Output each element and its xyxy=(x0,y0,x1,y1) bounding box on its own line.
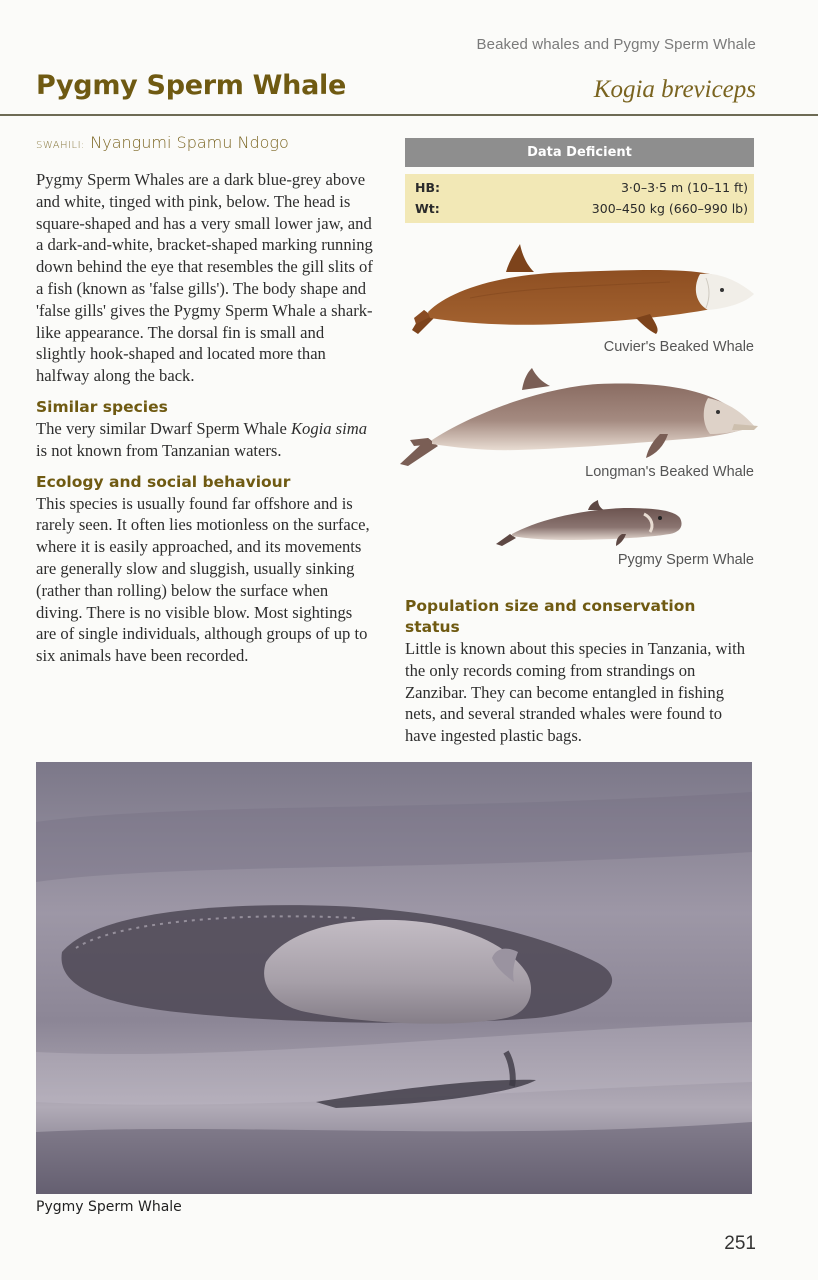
similar-species-text xyxy=(36,418,376,462)
pygmy-caption: Pygmy Sperm Whale xyxy=(617,552,754,568)
scientific-name: Kogia breviceps xyxy=(593,76,756,103)
conservation-status-bar: Data Deficient xyxy=(405,138,754,167)
similar-species-heading: Similar species xyxy=(36,397,168,416)
measurement-value: 3·0–3·5 m (10–11 ft) xyxy=(620,180,748,195)
pygmy-sperm-whale-illustration xyxy=(494,496,686,548)
right-column xyxy=(405,596,755,747)
measurement-label: Wt: xyxy=(415,201,440,216)
measurement-row xyxy=(415,198,748,219)
left-column xyxy=(36,133,376,667)
swahili-label: SWAHILI: xyxy=(36,140,85,151)
page-number: 251 xyxy=(724,1233,756,1254)
cuviers-beaked-whale-illustration xyxy=(410,238,760,348)
longmans-beaked-whale-illustration xyxy=(398,366,760,470)
measurement-label: HB: xyxy=(415,180,440,195)
whale-photo-image xyxy=(36,762,752,1194)
running-head: Beaked whales and Pygmy Sperm Whale xyxy=(476,36,756,53)
similar-species-text-a: The very similar Dwarf Sperm Whale xyxy=(36,418,291,438)
photo-caption: Pygmy Sperm Whale xyxy=(36,1199,182,1215)
ecology-heading: Ecology and social behaviour xyxy=(36,472,291,491)
swahili-name xyxy=(36,133,376,153)
cuvier-caption: Cuvier's Beaked Whale xyxy=(603,339,754,355)
population-heading: Population size and conservation status xyxy=(405,597,696,636)
ecology-text: This species is usually found far offshore and is rarely seen. It often lies motionless on the surface, where it is easily approached, and its movements are generally slow and sluggish, usually sinking (rather than rolling) below the surface when diving. There is no visible blow. Most sightings are of single individuals, although groups of up to six animals have been recorded. xyxy=(36,493,370,666)
longman-caption: Longman's Beaked Whale xyxy=(585,464,754,480)
header-rule xyxy=(0,114,818,116)
swahili-value: Nyangumi Spamu Ndogo xyxy=(90,133,289,152)
measurement-row xyxy=(415,177,748,198)
measurement-value: 300–450 kg (660–990 lb) xyxy=(591,201,748,216)
similar-species-text-b: is not known from Tanzanian waters. xyxy=(36,440,282,460)
measurements-table xyxy=(405,174,754,223)
page-title: Pygmy Sperm Whale xyxy=(36,70,346,101)
description-paragraph: Pygmy Sperm Whales are a dark blue-grey above and white, tinged with pink, below. The head is square-shaped and has a very small lower jaw, and a dark-and-white, bracket-shaped marking running down behind the eye that resembles the gill slits of a fish (known as 'false gills'). The body shape and 'false gills' gives the Pygmy Sperm Whale a shark-like appearance. The dorsal fin is small and slightly hook-shaped and located more than halfway along the back. xyxy=(36,170,373,386)
population-text: Little is known about this species in Tanzania, with the only records coming from strandings on Zanzibar. They can become entangled in fishing nets, and several stranded whales were found to have ingested plastic bags. xyxy=(405,639,746,746)
similar-species-sciname: Kogia sima xyxy=(290,418,368,438)
data-box xyxy=(405,138,754,223)
whale-photo xyxy=(36,762,752,1194)
